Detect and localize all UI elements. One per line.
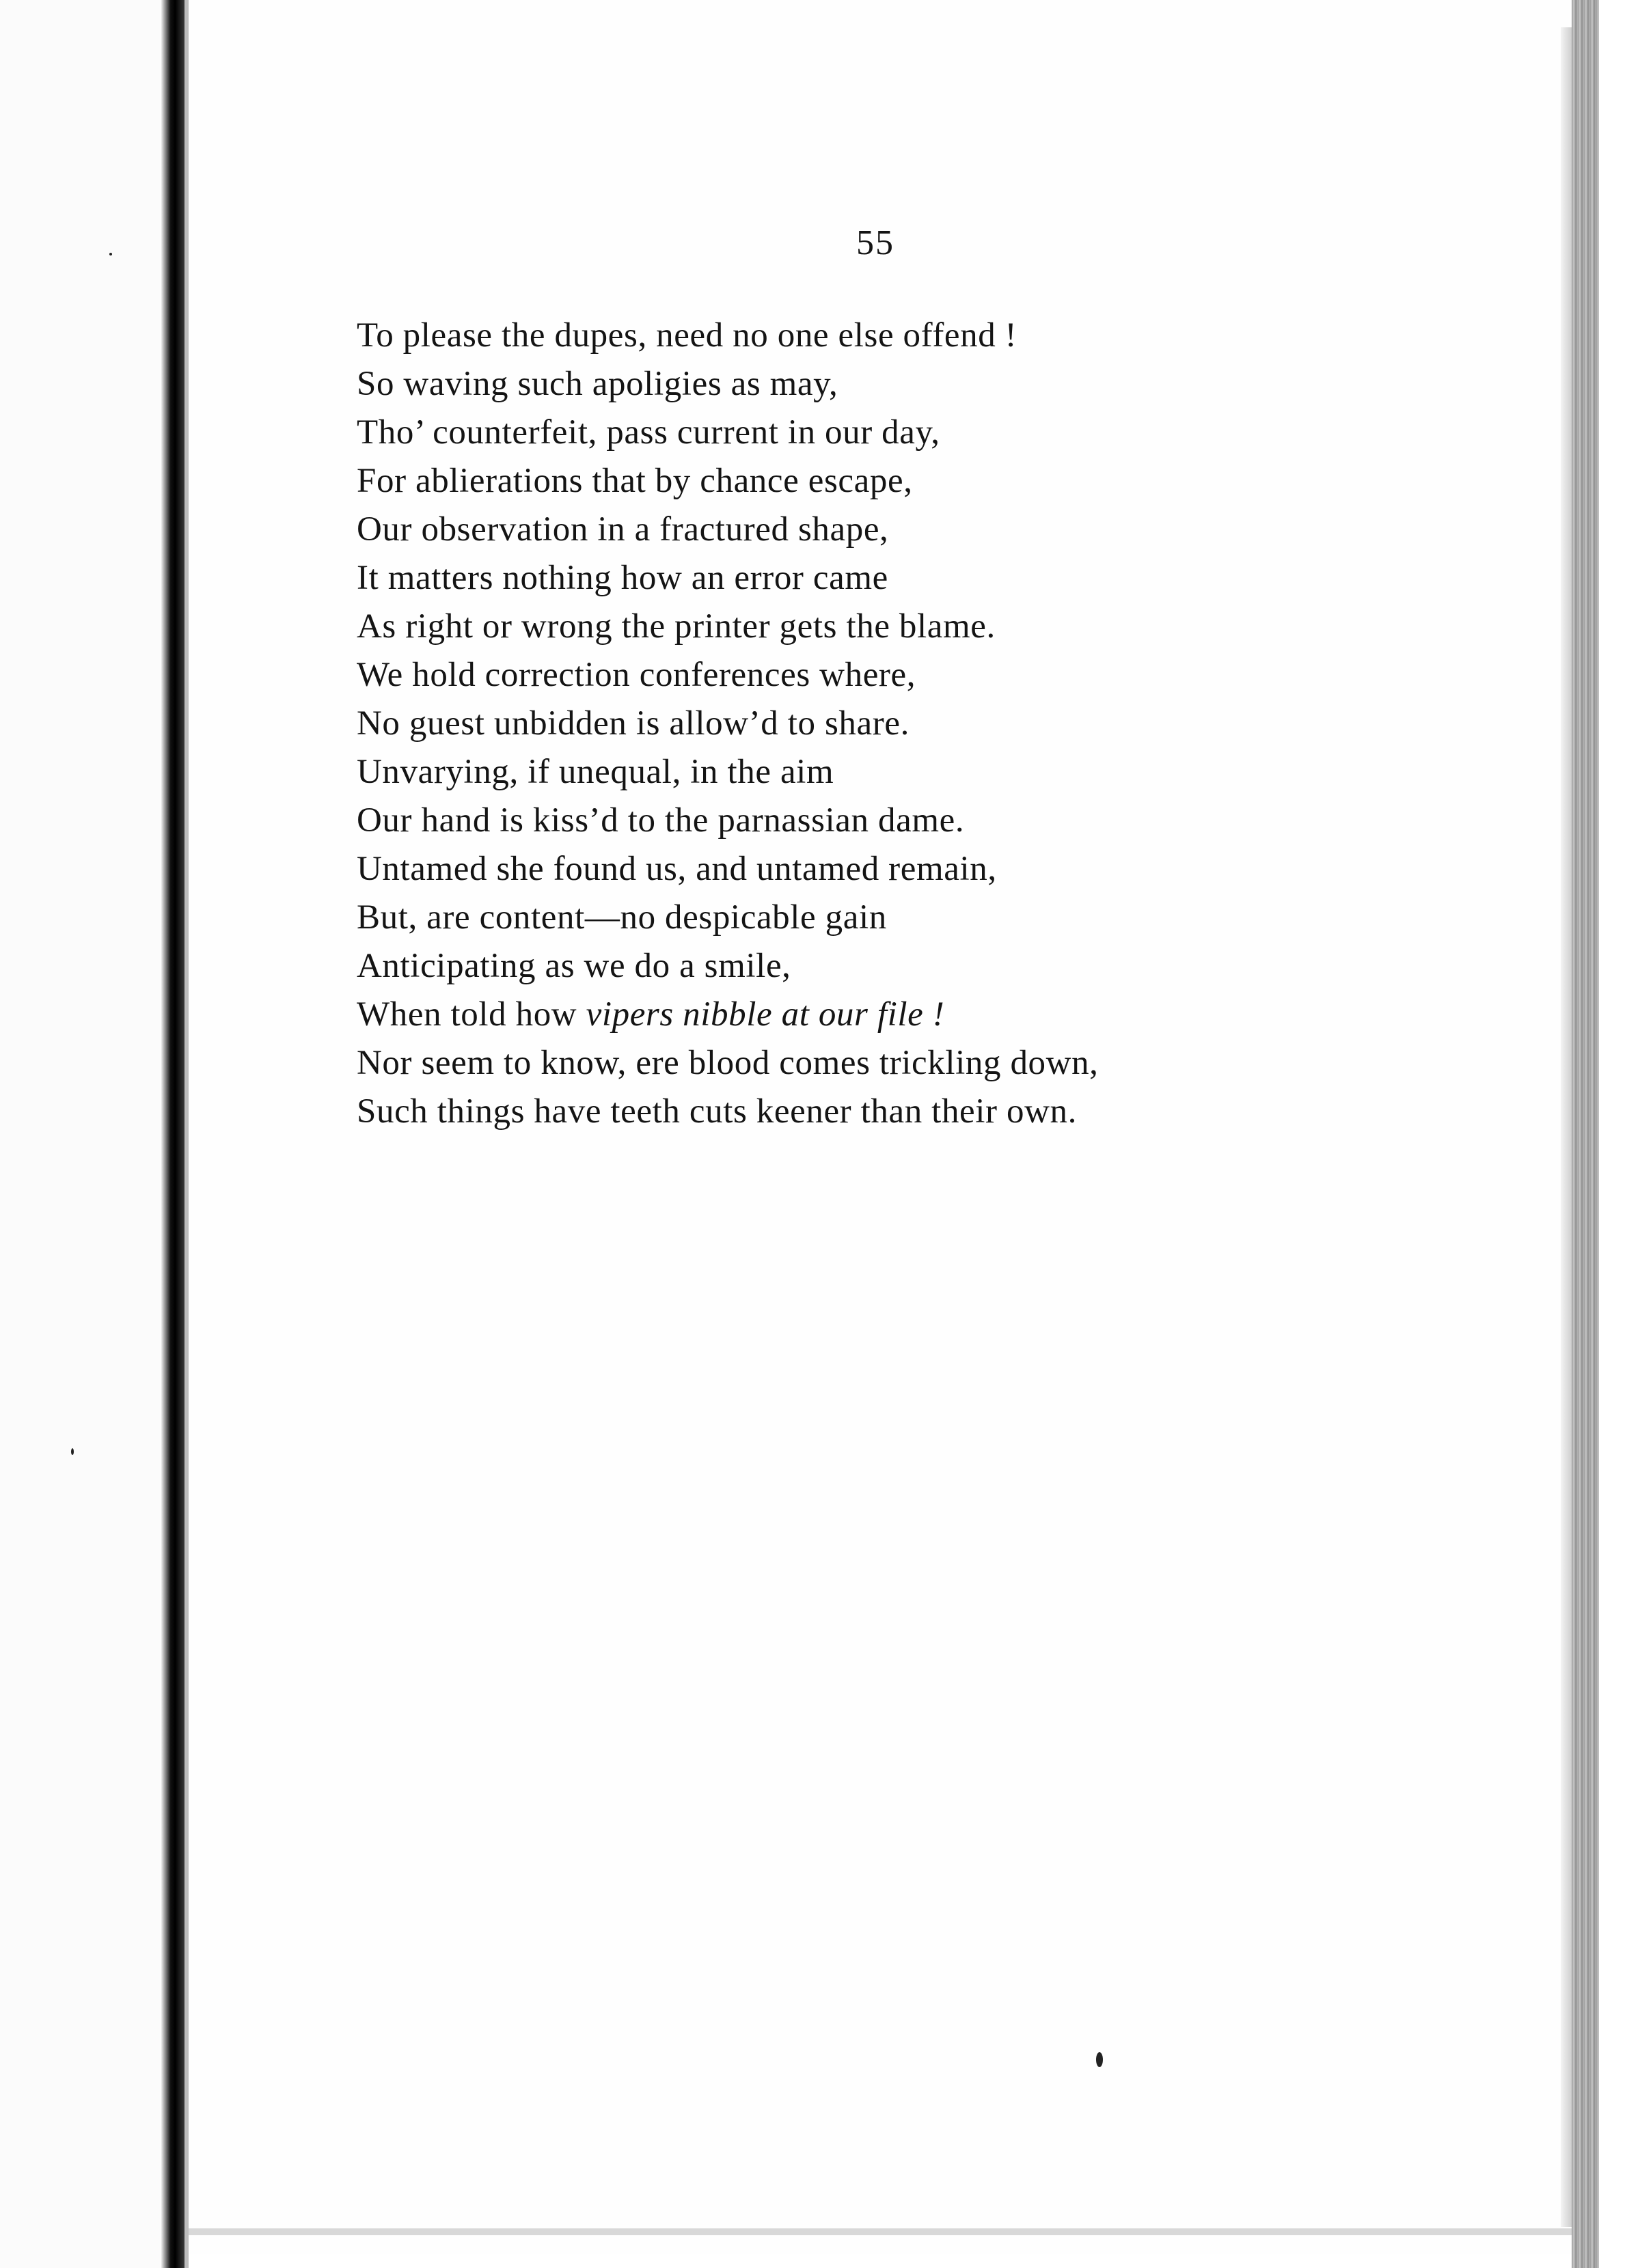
page-edge-shadow — [1561, 27, 1572, 2227]
italic-phrase: vipers nibble at our file ! — [586, 995, 945, 1034]
poem-line: Our observation in a fractured shape, — [357, 510, 889, 549]
poem-line: To please the dupes, need no one else offend ! — [357, 316, 1017, 355]
poem-line: We hold correction conferences where, — [357, 656, 916, 694]
poem-line: For ablierations that by chance escape, — [357, 462, 913, 500]
poem-line: When told how vipers nibble at our file ! — [357, 995, 945, 1034]
poem-line: It matters nothing how an error came — [357, 559, 888, 597]
poem-line: Our hand is kiss’d to the parnassian dame. — [357, 801, 965, 840]
binding-gutter — [161, 0, 184, 2268]
poem-line: Nor seem to know, ere blood comes trickling down, — [357, 1044, 1099, 1082]
ink-speck — [109, 253, 112, 255]
fore-edge-stack — [1572, 0, 1599, 2268]
poem-line: Tho’ counterfeit, pass current in our day, — [357, 413, 940, 452]
poem-line: No guest unbidden is allow’d to share. — [357, 704, 910, 743]
facing-page-edge — [0, 0, 161, 2268]
poem-body — [357, 312, 1559, 1136]
poem-line: So waving such apoligies as may, — [357, 365, 838, 403]
ink-speck — [71, 1448, 74, 1455]
poem-line: But, are content—no despicable gain — [357, 898, 887, 937]
poem-line: Untamed she found us, and untamed remain, — [357, 850, 997, 888]
ink-speck — [1096, 2052, 1103, 2067]
poem-line: As right or wrong the printer gets the blame. — [357, 607, 996, 646]
poem-line: Unvarying, if unequal, in the aim — [357, 753, 834, 791]
poem-line: Such things have teeth cuts keener than their own. — [357, 1092, 1077, 1131]
page-bottom-edge — [189, 2228, 1576, 2235]
page-number: 55 — [856, 223, 894, 262]
scan-margin — [1599, 0, 1640, 2268]
poem-line: Anticipating as we do a smile, — [357, 947, 791, 985]
